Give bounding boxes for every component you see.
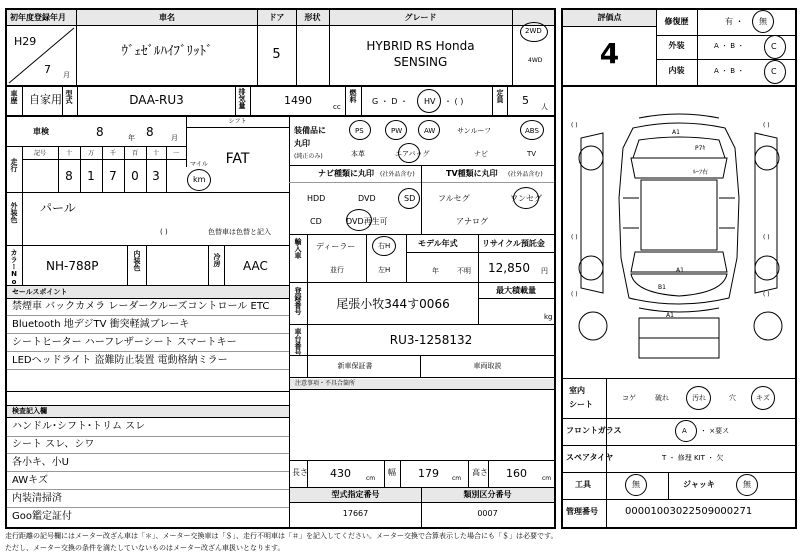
car-name: ｳﾞｪｾﾞﾙﾊｲﾌﾞﾘｯﾄﾞ [121, 44, 213, 59]
side-paren-4: ( ) [763, 234, 770, 241]
height-label: 高さ [472, 468, 488, 477]
side-profile-left [581, 133, 603, 293]
cc: cc [333, 103, 341, 111]
inspection-month: 8 [146, 125, 154, 139]
equip-airbag: エアバッグ [395, 150, 430, 158]
length-value: 430 [330, 467, 351, 480]
wheel-right-front [755, 146, 779, 170]
displacement: 1490 [284, 94, 312, 107]
import-right-circle [372, 236, 396, 256]
model-label: 型式 [65, 90, 73, 104]
inspector-line-6: Goo鑑定証付 [12, 511, 72, 522]
plate-value: NH-788P [46, 259, 99, 273]
width-unit: cm [452, 475, 462, 482]
recycle-unit: 円 [541, 267, 548, 275]
equip-sunroof: サンルーフ [457, 127, 492, 135]
wheel-right-rear [755, 256, 779, 280]
height-value: 160 [506, 467, 527, 480]
height-unit: cm [542, 475, 552, 482]
jack-circle [736, 474, 758, 496]
equipment-label-1: 装備品に [294, 126, 326, 135]
wheel-left-rear [579, 256, 603, 280]
displacement-label: 排気量 [238, 88, 246, 109]
tv-oneseg: ワンセグ [510, 194, 542, 203]
windshield-area [631, 158, 727, 178]
equip-aw: AW [424, 127, 436, 135]
rear-bumper [639, 308, 719, 312]
capacity-unit: 人 [541, 103, 548, 111]
width-label: 幅 [388, 468, 396, 477]
drive-2wd: 2WD [525, 27, 542, 35]
import-dealer: ディーラー [316, 242, 356, 251]
registration-label: 登録番号 [294, 287, 302, 315]
interior-label: 内装 [668, 66, 685, 75]
equipment-sub: (純正のみ) [294, 153, 323, 160]
shape-label: 形状 [304, 13, 321, 22]
width-value: 179 [418, 467, 439, 480]
seat-stain-circle [686, 386, 711, 410]
interior-selected: C [771, 67, 777, 76]
navi-cd: CD [310, 217, 322, 226]
repair-options: 有 ・ [725, 17, 744, 26]
equip-pw-circle [385, 120, 407, 140]
category-label: 類別区分番号 [463, 490, 512, 499]
seat-burn: コゲ [622, 394, 636, 402]
tv-label: TV種類に丸印 [446, 169, 498, 178]
exterior-selected: C [771, 42, 777, 51]
inspector-line-5: 内装清掃済 [12, 493, 62, 504]
max-load-label: 最大積載量 [496, 286, 536, 295]
side-paren-5: ( ) [571, 291, 578, 298]
tv-oneseg-circle [513, 187, 539, 209]
inspection-year: 8 [96, 125, 104, 139]
wheel-left-front [579, 146, 603, 170]
fuel-options: G ・ D ・ [372, 97, 408, 106]
tools-value: 無 [632, 480, 640, 489]
seat-scratch-circle [751, 386, 775, 410]
capacity: 5 [522, 94, 529, 107]
navi-sd: SD [404, 194, 416, 203]
side-paren-1: ( ) [571, 122, 578, 129]
mileage-digit-3: 7 [109, 169, 117, 183]
model-year-label: モデル年式 [418, 239, 458, 248]
tv-sub: (社外品含む) [508, 171, 543, 178]
exterior-abc: A ・ B ・ [714, 42, 745, 50]
mileage-km-circle [187, 169, 211, 191]
inspector-line-4: AWキズ [12, 475, 48, 486]
sales-point-line-4: LEDヘッドライト 盗難防止装置 電動格納ミラー [12, 355, 228, 366]
mileage-unit-5: 十 [152, 150, 159, 157]
equipment-label-2: 丸印 [294, 139, 310, 148]
roof [641, 180, 717, 250]
drive-4wd: 4WD [528, 57, 543, 64]
mileage-km: km [193, 175, 206, 184]
score-label: 評価点 [597, 13, 622, 22]
drive-2wd-circle [520, 22, 548, 42]
navi-label: ナビ種類に丸印 [318, 169, 374, 178]
inspector-label: 検査記入欄 [12, 407, 47, 415]
jack-value: 無 [743, 480, 751, 489]
capacity-label: 定員 [496, 89, 504, 103]
ac-value: AAC [243, 259, 268, 273]
recycle-label: リサイクル預託金 [482, 239, 545, 248]
navi-sd-circle [398, 188, 420, 209]
mileage-unit-4: 百 [131, 150, 138, 157]
equip-abs-circle [520, 120, 544, 140]
fuel-selected: HV [424, 97, 436, 106]
interior-abc: A ・ B ・ [714, 67, 745, 75]
footer-line-2: ただし、メーター交換の条件を満たしていないものはメーター改ざん車扱いとなります。 [5, 544, 285, 552]
navi-dvd-play: DVD再生可 [346, 217, 388, 226]
inspection-month-unit: 月 [171, 134, 178, 142]
model: DAA-RU3 [129, 93, 184, 107]
usage-label: 車歴 [10, 90, 18, 104]
trunk [631, 274, 727, 296]
interior-seat-label-2: シート [569, 400, 593, 409]
fuel-circle [417, 89, 441, 113]
interior-color-label: 内装色 [133, 250, 141, 271]
grade-label: グレード [404, 13, 437, 22]
color-paren: ( ) [160, 228, 168, 236]
hood [633, 137, 725, 158]
inspector-line-2: シート スレ、シワ [12, 439, 95, 450]
windshield-circle [675, 420, 697, 442]
first-reg-label: 初年度登録年月 [10, 13, 66, 22]
exterior-label: 外装 [668, 41, 685, 50]
windshield-rest: ・ ×要ス [700, 427, 730, 435]
damage-label-6: A1 [666, 312, 674, 319]
tv-analog: アナログ [456, 217, 488, 226]
equip-ps-circle [349, 120, 371, 140]
notes-label: 注意事項・不具合箇所 [295, 380, 356, 387]
color-label: 外装色 [10, 202, 18, 223]
doors: 5 [272, 47, 281, 62]
repair-selected: 無 [759, 17, 767, 26]
front-bumper [639, 114, 719, 118]
color-note: 色替車は色替と記入 [208, 228, 271, 236]
sales-point-line-2: Bluetooth 地デジTV 衝突軽減ブレーキ [12, 319, 190, 330]
jack-label: ジャッキ [683, 480, 715, 489]
equip-abs: ABS [525, 127, 539, 135]
designation-value: 17667 [342, 509, 369, 518]
navi-sub: (社外品含む) [380, 171, 415, 178]
tools-label: 工具 [575, 480, 591, 489]
car-name-label: 車名 [159, 13, 175, 22]
first-reg-month-unit: 月 [63, 71, 70, 79]
windshield-label: フロントガラス [566, 426, 622, 435]
side-profile-right [755, 133, 777, 293]
mileage-mile-label: マイル [190, 161, 208, 168]
spare-wheel-left [579, 312, 607, 340]
navi-hdd: HDD [307, 194, 326, 203]
inspection-year-unit: 年 [128, 134, 135, 142]
side-paren-3: ( ) [571, 234, 578, 241]
mileage-digit-2: 1 [87, 169, 95, 183]
first-reg-month: 7 [44, 63, 51, 76]
usage: 自家用 [29, 93, 62, 106]
repair-circle [752, 10, 774, 33]
spare-options: T ・ 修理 KIT ・ 欠 [662, 454, 724, 462]
grade-line1: HYBRID RS Honda [366, 39, 475, 53]
tv-fullseg: フルセグ [438, 194, 470, 203]
navi-dvd: DVD [358, 194, 376, 203]
mileage-unit-6: 一 [172, 150, 179, 157]
equip-leather: 本革 [351, 150, 365, 158]
body-outline [619, 123, 739, 304]
score-value: 4 [599, 37, 620, 70]
spare-wheel-right [754, 312, 782, 340]
color-value: パール [40, 201, 76, 215]
seat-stain: 汚れ [692, 394, 706, 402]
equip-tv: TV [527, 150, 537, 158]
mileage-digit-4: 0 [131, 169, 139, 183]
chassis-label: 車台番号 [294, 328, 302, 356]
mileage-unit-1: 十 [65, 150, 72, 157]
import-label: 輸入車 [294, 238, 302, 259]
registration-value: 尾張小牧344す0066 [336, 297, 450, 311]
inspector-line-3: 各小キ、小U [12, 457, 69, 468]
windshield-selected: A [682, 427, 687, 435]
management-value: 00001003022509000271 [625, 506, 753, 517]
first-reg-era: H29 [14, 35, 37, 48]
sales-point-label: セールスポイント [12, 288, 68, 296]
damage-label-2: P7ｷ [695, 145, 706, 152]
category-value: 0007 [477, 509, 498, 518]
tools-circle [625, 474, 647, 496]
damage-label-3: ﾙｰﾌ右 [693, 169, 709, 176]
equip-ps: PS [355, 127, 364, 135]
length-label: 長さ [292, 468, 308, 477]
ac-label: 冷房 [213, 253, 221, 267]
interior-seat-label-1: 室内 [569, 386, 585, 395]
model-year-year: 年 [432, 267, 439, 275]
import-parallel: 並行 [330, 266, 344, 274]
fuel-label: 燃料 [349, 89, 357, 103]
length-unit: cm [366, 475, 376, 482]
shift-label: シフト [228, 118, 247, 125]
mileage-unit-2: 万 [87, 150, 94, 157]
interior-circle [764, 60, 786, 84]
max-load-kg: kg [544, 313, 553, 321]
grade-line2: SENSING [393, 55, 448, 69]
sales-point-line-3: シートヒーター ハーフレザーシート スマートキー [12, 337, 237, 348]
equip-aw-circle [418, 120, 440, 140]
door-label: ドア [268, 13, 285, 22]
repair-label: 修復歴 [664, 17, 689, 26]
seat-tear: 破れ [655, 394, 669, 402]
plate-label: カラーNo. [10, 249, 18, 294]
damage-label-1: A1 [672, 129, 680, 136]
mileage-label: 走行 [10, 158, 18, 172]
mileage-digit-5: 3 [152, 169, 160, 183]
mileage-unit-0: 記号 [33, 150, 46, 157]
equip-airbag-circle [398, 143, 420, 163]
equip-pw: PW [391, 127, 403, 135]
spare-label: スペアタイヤ [566, 453, 614, 462]
mileage-unit-3: 千 [109, 150, 116, 157]
navi-dvd-play-circle [346, 209, 372, 231]
equip-navi: ナビ [474, 150, 488, 158]
model-year-unknown: 不明 [457, 267, 471, 275]
import-right: 右H [378, 242, 391, 250]
designation-label: 型式指定番号 [331, 490, 380, 499]
sales-point-line-1: 禁煙車 バックカメラ レーダークルーズコントロール ETC [12, 301, 270, 312]
import-left: 左H [378, 266, 391, 274]
chassis-value: RU3-1258132 [389, 333, 473, 347]
damage-label-5: B1 [658, 284, 666, 291]
fuel-other: ・ ( ) [444, 97, 464, 106]
shift: FAT [225, 151, 250, 167]
inspection-label: 車検 [33, 127, 49, 136]
seat-hole: 穴 [729, 394, 736, 402]
recycle-value: 12,850 [488, 261, 530, 275]
damage-label-4: A1 [676, 267, 684, 274]
mileage-digit-1: 8 [65, 169, 73, 183]
management-label: 管理番号 [566, 507, 598, 516]
exterior-circle [764, 35, 786, 59]
vehicle-manual: 車両取説 [473, 362, 502, 370]
new-car-warranty: 新車保証書 [337, 362, 373, 370]
side-paren-2: ( ) [763, 122, 770, 129]
footer-line-1: 走行距離の記号欄にはメーター改ざん車は「＊」、メーター交換車は「＄」、走行不明車は「＃」を記入してください。メーター交換で合算表示した場合にも「＄」は必要です。 [5, 532, 558, 540]
side-paren-6: ( ) [763, 291, 770, 298]
inspector-line-1: ハンドル･シフト･トリム スレ [12, 421, 146, 432]
seat-scratch: キズ [756, 394, 770, 402]
